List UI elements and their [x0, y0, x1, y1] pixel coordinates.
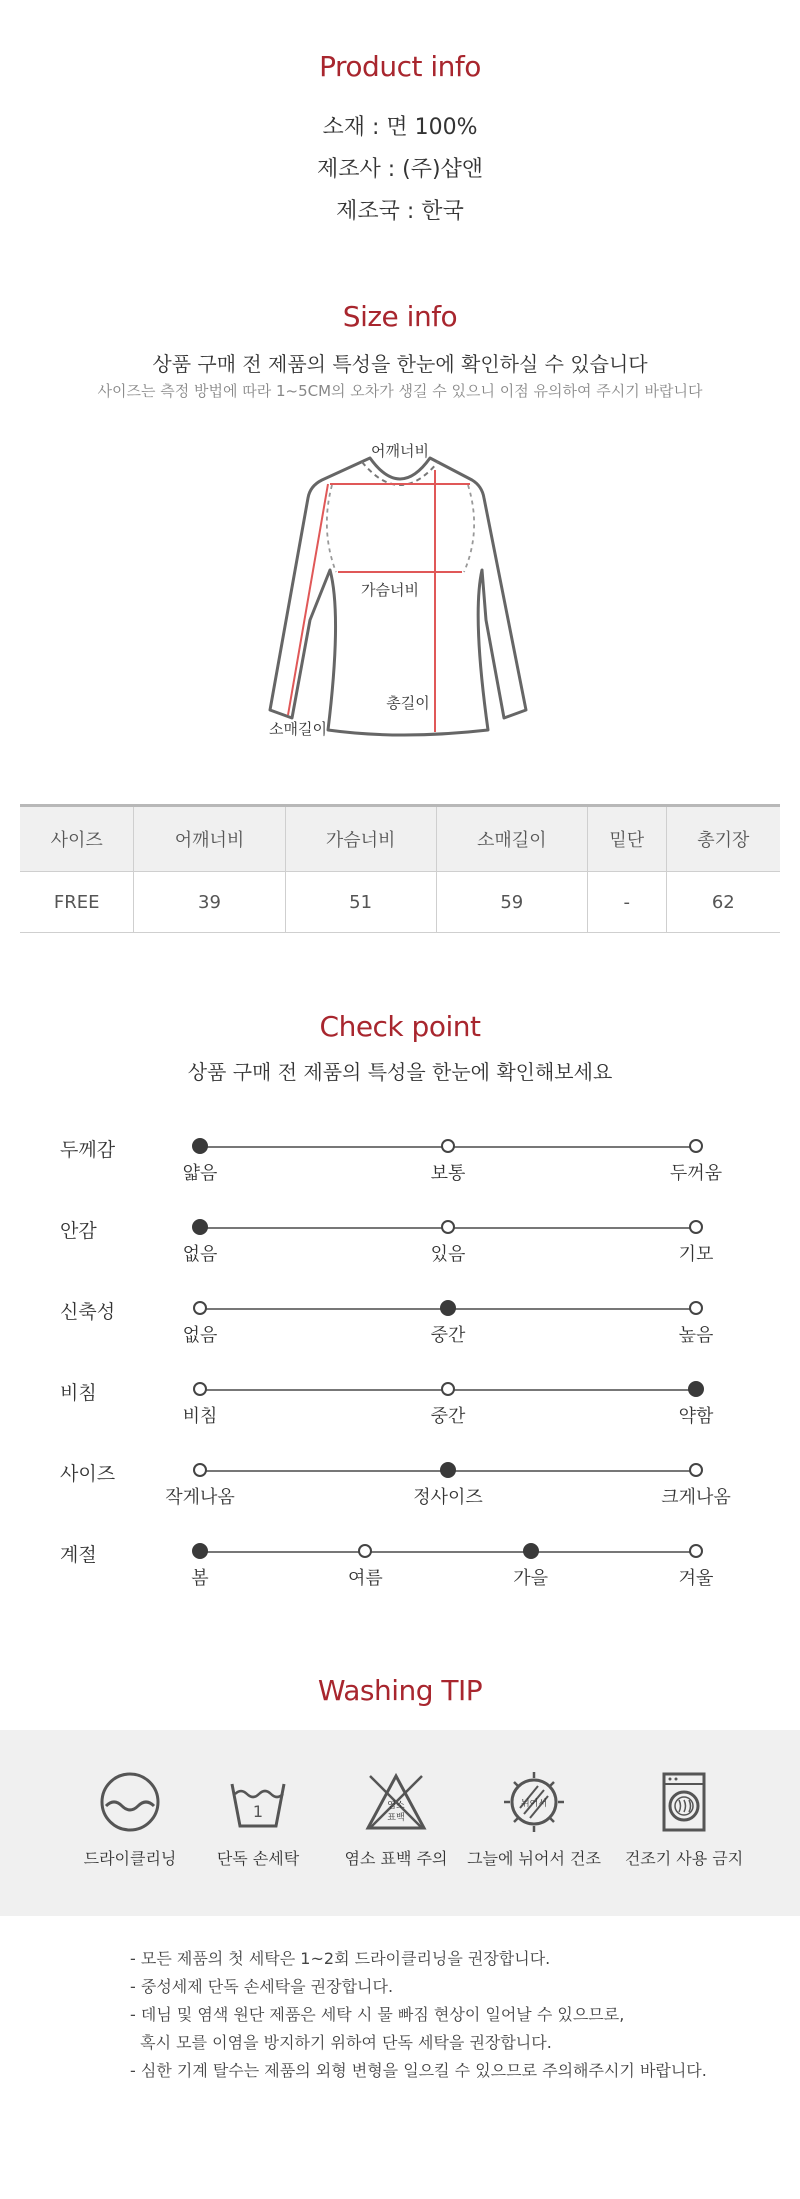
check-point-dot: [193, 1301, 207, 1315]
check-point-label: 두께감: [60, 1139, 116, 1161]
size-info-subtitle: 상품 구매 전 제품의 특성을 한눈에 확인하실 수 있습니다: [152, 352, 648, 376]
material-text: 소재 : 면 100%: [322, 115, 478, 140]
table-header-cell: 소매길이: [436, 806, 587, 872]
check-point-subtitle: 상품 구매 전 제품의 특성을 한눈에 확인해보세요: [187, 1060, 613, 1084]
check-point-scale-line: [200, 1551, 696, 1553]
check-point-dot: [689, 1139, 703, 1153]
wash-note: 혹시 모를 이염을 방지하기 위하여 단독 세탁을 권장합니다.: [130, 2033, 552, 2052]
check-point-option: 작게나옴: [165, 1487, 235, 1508]
check-point-row: [0, 1538, 800, 1618]
check-point-dot: [689, 1544, 703, 1558]
wash-label: 건조기 사용 금지: [624, 1849, 744, 1868]
check-point-row: [0, 1214, 800, 1294]
check-point-option: 중간: [430, 1325, 466, 1346]
wash-item-no-dryer: [604, 1770, 764, 1869]
table-row: [20, 872, 780, 933]
size-info-title: Size info: [342, 300, 458, 333]
armhole-dashed: [327, 485, 474, 572]
wash-item-no-bleach: [316, 1770, 476, 1869]
check-point-dot: [441, 1139, 455, 1153]
check-point-title: Check point: [319, 1010, 481, 1043]
length-label: 총길이: [386, 694, 430, 712]
check-point-option: 약함: [678, 1406, 714, 1427]
neckline: [362, 462, 438, 485]
product-info-title: Product info: [319, 50, 481, 83]
check-point-option: 없음: [182, 1325, 218, 1346]
check-point-dot: [193, 1382, 207, 1396]
check-point-label: 비침: [60, 1382, 97, 1404]
check-point-option: 없음: [182, 1244, 218, 1265]
no-tumble-dry-icon: [652, 1770, 716, 1834]
svg-text:뉘어서: 뉘어서: [520, 1799, 548, 1809]
check-point-label: 안감: [60, 1220, 97, 1242]
check-point-dot-selected: [192, 1138, 208, 1154]
check-point-dot-selected: [192, 1543, 208, 1559]
table-cell: 51: [285, 872, 436, 933]
check-point-option: 겨울: [678, 1568, 714, 1589]
sleeve-label: 소매길이: [269, 720, 327, 738]
check-point-option: 있음: [430, 1244, 466, 1265]
check-point-option: 기모: [678, 1244, 714, 1265]
check-point-option: 크게나옴: [661, 1487, 731, 1508]
check-point-row: [0, 1133, 800, 1213]
table-header-cell: 사이즈: [20, 806, 134, 872]
check-point-option: 가을: [513, 1568, 549, 1589]
check-point-dot-selected: [440, 1300, 456, 1316]
wash-note: - 심한 기계 탈수는 제품의 외형 변형을 일으킬 수 있으므로 주의해주시기 바랍니다.: [130, 2061, 707, 2080]
table-header-cell: 밑단: [587, 806, 666, 872]
check-point-option: 중간: [430, 1406, 466, 1427]
sleeve-measure-line: [288, 484, 328, 715]
shade-dry-flat-icon: [502, 1770, 566, 1834]
washing-title: Washing TIP: [317, 1674, 483, 1707]
wash-note: - 데님 및 염색 원단 제품은 세탁 시 물 빠짐 현상이 일어날 수 있으므로,: [130, 2005, 625, 2024]
table-cell: FREE: [20, 872, 134, 933]
check-point-option: 보통: [430, 1163, 466, 1184]
check-point-option: 여름: [347, 1568, 383, 1589]
size-table-header-row: [20, 806, 780, 872]
no-bleach-icon: [364, 1770, 428, 1834]
washing-icons-band: [0, 1730, 800, 1916]
wash-label: 염소 표백 주의: [344, 1849, 448, 1868]
dry-clean-icon: [98, 1770, 162, 1834]
check-point-dot: [689, 1463, 703, 1477]
wash-item-shade-dry: [454, 1770, 614, 1869]
manufacturer-text: 제조사 : (주)샵앤: [316, 157, 484, 182]
check-point-option: 얇음: [182, 1163, 218, 1184]
wash-label: 그늘에 뉘어서 건조: [467, 1849, 601, 1868]
table-cell: -: [587, 872, 666, 933]
check-point-row: [0, 1295, 800, 1375]
garment-diagram: [250, 440, 550, 740]
wash-item-hand-wash: [178, 1770, 338, 1869]
check-point-label: 계절: [60, 1544, 97, 1566]
hand-wash-icon: [226, 1770, 290, 1834]
check-point-dot-selected: [192, 1219, 208, 1235]
check-point-dot: [441, 1220, 455, 1234]
shoulder-label: 어깨너비: [371, 442, 429, 460]
country-text: 제조국 : 한국: [336, 199, 464, 224]
chest-label: 가슴너비: [361, 581, 419, 599]
check-point-row: [0, 1376, 800, 1456]
check-point-dot: [689, 1301, 703, 1315]
check-point-dot: [689, 1220, 703, 1234]
wash-note: - 모든 제품의 첫 세탁은 1~2회 드라이클리닝을 권장합니다.: [130, 1949, 551, 1968]
check-point-option: 높음: [678, 1325, 714, 1346]
svg-text:염소: 염소: [387, 1801, 405, 1811]
check-point-dot: [193, 1463, 207, 1477]
check-point-option: 정사이즈: [413, 1487, 483, 1508]
check-point-option: 봄: [191, 1568, 209, 1589]
table-cell: 59: [436, 872, 587, 933]
check-point-dot-selected: [688, 1381, 704, 1397]
svg-text:1: 1: [252, 1802, 264, 1821]
wash-note: - 중성세제 단독 손세탁을 권장합니다.: [130, 1977, 394, 1996]
check-point-dot: [441, 1382, 455, 1396]
table-header-cell: 총기장: [666, 806, 780, 872]
size-table: [20, 804, 780, 933]
check-point-row: [0, 1457, 800, 1537]
wash-label: 드라이클리닝: [83, 1849, 177, 1868]
table-header-cell: 가슴너비: [285, 806, 436, 872]
check-point-dot: [358, 1544, 372, 1558]
check-point-dot-selected: [440, 1462, 456, 1478]
check-point-dot-selected: [523, 1543, 539, 1559]
table-cell: 62: [666, 872, 780, 933]
check-point-option: 두꺼움: [669, 1163, 723, 1184]
check-point-label: 신축성: [60, 1301, 116, 1323]
wash-label: 단독 손세탁: [216, 1849, 300, 1868]
table-header-cell: 어깨너비: [134, 806, 285, 872]
table-cell: 39: [134, 872, 285, 933]
check-point-label: 사이즈: [60, 1463, 116, 1485]
size-info-note: 사이즈는 측정 방법에 따라 1~5CM의 오차가 생길 수 있으니 이점 유의하여 주시기 바랍니다: [97, 382, 703, 400]
check-point-option: 비침: [182, 1406, 218, 1427]
svg-text:표백: 표백: [387, 1813, 405, 1823]
